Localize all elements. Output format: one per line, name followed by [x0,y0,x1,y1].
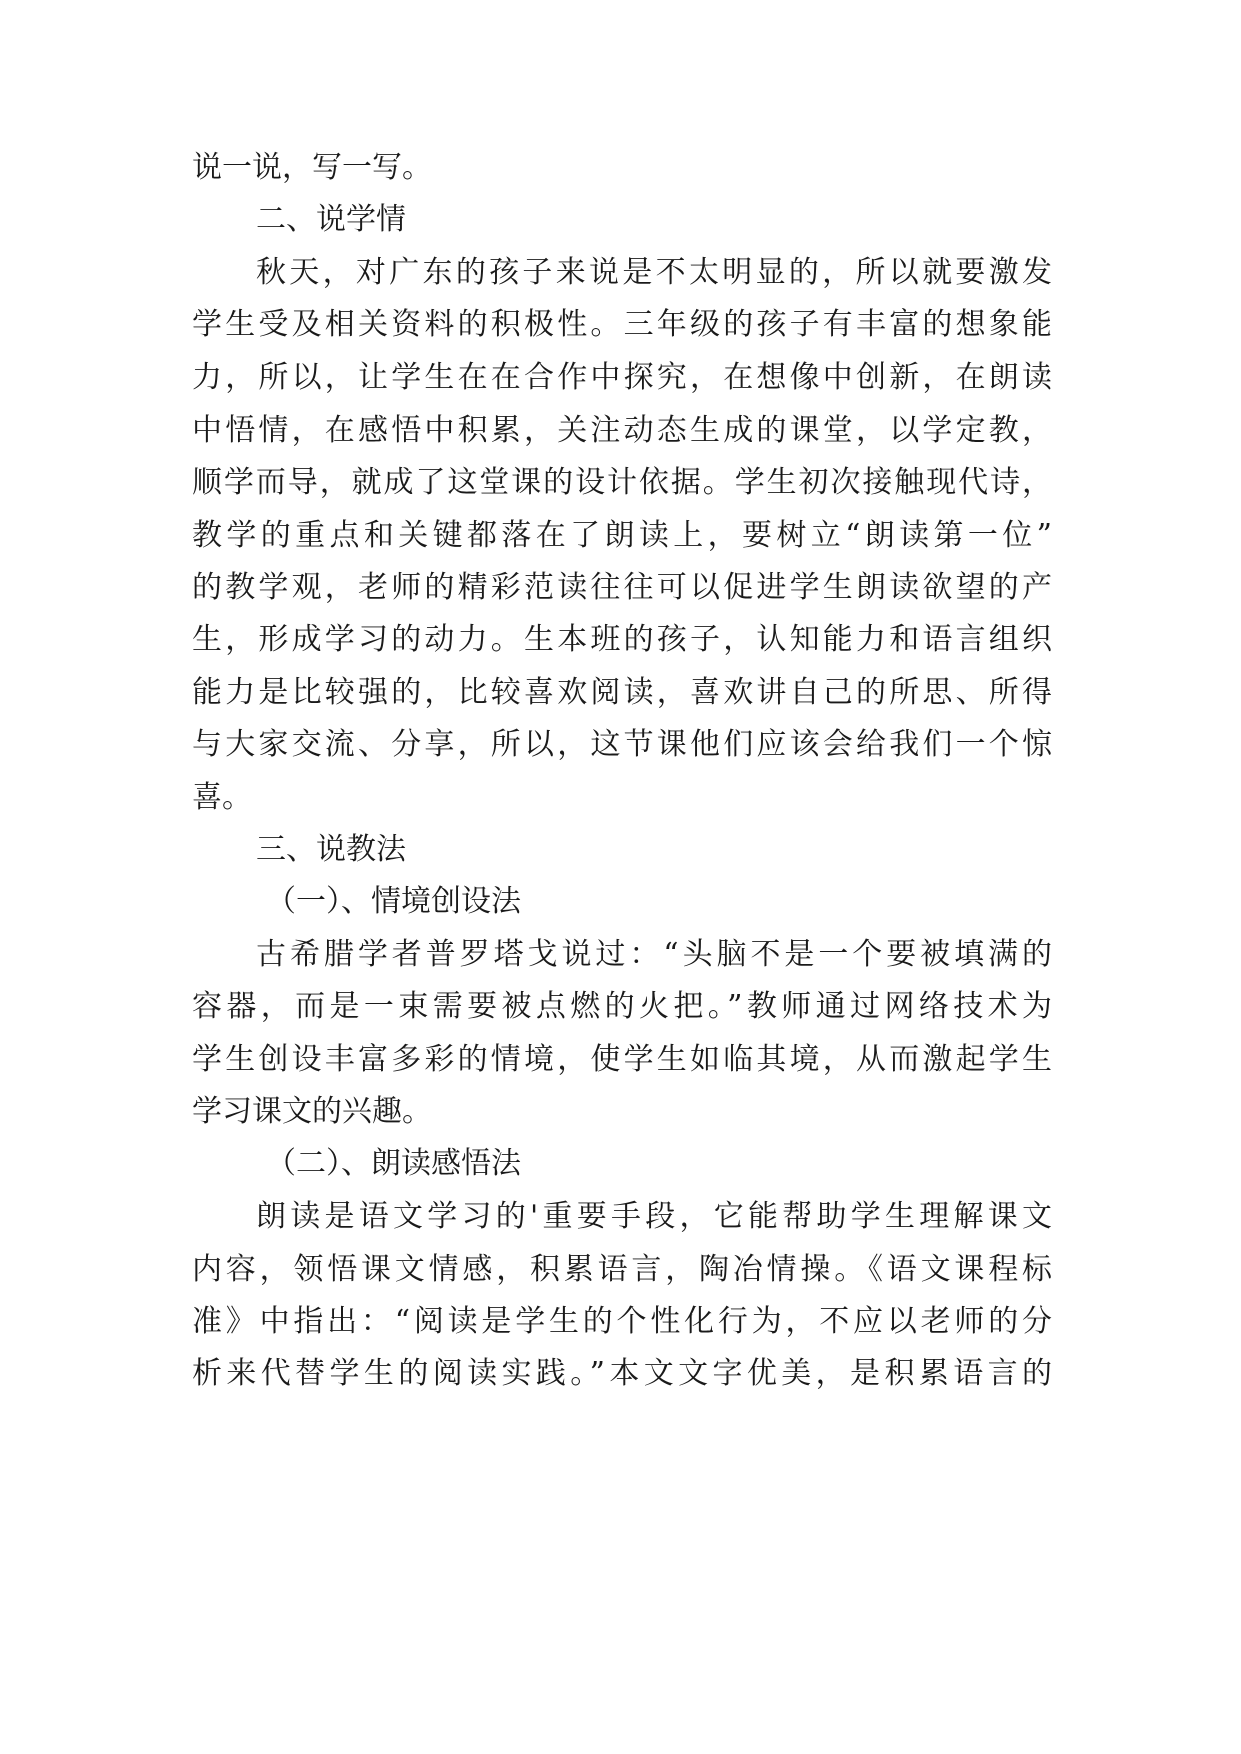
text-line: 生，形成学习的动力。生本班的孩子，认知能力和语言组织 [192,622,1052,657]
text-line: 顺学而导，就成了这堂课的设计依据。学生初次接触现代诗， [192,465,1052,500]
text-line: 内容，领悟课文情感，积累语言，陶冶情操。《语文课程标 [192,1252,1052,1287]
text-line: 能力是比较强的，比较喜欢阅读，喜欢讲自己的所思、所得 [192,675,1052,710]
text-line: 析来代替学生的阅读实践。”本文文字优美，是积累语言的 [192,1356,1052,1391]
text-line: 的教学观，老师的精彩范读往往可以促进学生朗读欲望的产 [192,570,1052,605]
subsection-heading: （二）、朗读感悟法 [266,1146,521,1181]
section-heading: 三、说教法 [256,832,406,867]
text-line: 秋天，对广东的孩子来说是不太明显的，所以就要激发 [256,255,1052,290]
text-line: 与大家交流、分享，所以，这节课他们应该会给我们一个惊 [192,727,1052,762]
text-line: 教学的重点和关键都落在了朗读上，要树立“朗读第一位” [192,518,1052,553]
text-line: 说一说，写一写。 [192,150,432,185]
text-line: 容器，而是一束需要被点燃的火把。”教师通过网络技术为 [192,989,1052,1024]
text-line: 学生受及相关资料的积极性。三年级的孩子有丰富的想象能 [192,307,1052,342]
text-line: 学生创设丰富多彩的情境，使学生如临其境，从而激起学生 [192,1042,1052,1077]
text-line: 古希腊学者普罗塔戈说过：“头脑不是一个要被填满的 [256,937,1052,972]
subsection-heading: （一）、情境创设法 [266,884,521,919]
text-line: 准》中指出：“阅读是学生的个性化行为，不应以老师的分 [192,1304,1052,1339]
text-line: 朗读是语文学习的'重要手段，它能帮助学生理解课文 [256,1199,1052,1234]
section-heading: 二、说学情 [256,202,406,237]
text-line: 力，所以，让学生在在合作中探究，在想像中创新，在朗读 [192,360,1052,395]
text-line: 中悟情，在感悟中积累，关注动态生成的课堂，以学定教， [192,413,1052,448]
text-line: 喜。 [192,780,252,815]
text-line: 学习课文的兴趣。 [192,1094,432,1129]
